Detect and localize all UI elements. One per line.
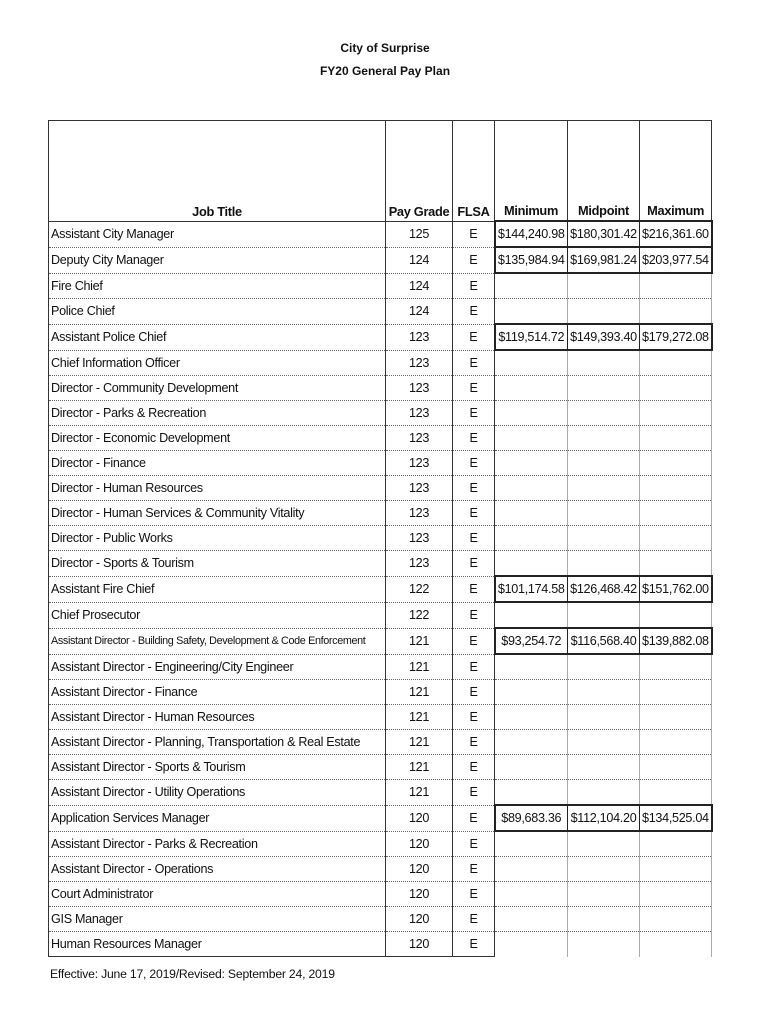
job-title-cell: Director - Community Development bbox=[49, 376, 386, 401]
job-title-cell: Assistant City Manager bbox=[49, 221, 386, 247]
pay-grade-cell: 123 bbox=[386, 350, 453, 376]
job-title-cell: Assistant Director - Operations bbox=[49, 857, 386, 882]
midpoint-cell bbox=[568, 680, 640, 705]
maximum-cell bbox=[640, 451, 712, 476]
minimum-cell bbox=[495, 602, 568, 628]
midpoint-cell bbox=[568, 526, 640, 551]
pay-grade-cell: 121 bbox=[386, 780, 453, 806]
midpoint-cell: $126,468.42 bbox=[568, 576, 640, 602]
table-body bbox=[49, 221, 712, 957]
maximum-cell: $179,272.08 bbox=[640, 324, 712, 350]
pay-grade-cell: 124 bbox=[386, 273, 453, 299]
midpoint-cell bbox=[568, 705, 640, 730]
job-title-cell: Human Resources Manager bbox=[49, 932, 386, 957]
header-midpoint: Midpoint bbox=[568, 121, 640, 222]
header-job-title: Job Title bbox=[49, 121, 386, 222]
job-title-cell: Deputy City Manager bbox=[49, 247, 386, 273]
pay-grade-cell: 123 bbox=[386, 476, 453, 501]
minimum-cell bbox=[495, 526, 568, 551]
midpoint-cell bbox=[568, 551, 640, 577]
table-row bbox=[49, 576, 712, 602]
minimum-cell bbox=[495, 476, 568, 501]
pay-grade-cell: 121 bbox=[386, 628, 453, 654]
maximum-cell: $151,762.00 bbox=[640, 576, 712, 602]
flsa-cell: E bbox=[453, 831, 495, 857]
maximum-cell bbox=[640, 401, 712, 426]
flsa-cell: E bbox=[453, 273, 495, 299]
job-title-cell: GIS Manager bbox=[49, 907, 386, 932]
minimum-cell bbox=[495, 857, 568, 882]
midpoint-cell bbox=[568, 730, 640, 755]
pay-grade-cell: 120 bbox=[386, 882, 453, 907]
minimum-cell: $119,514.72 bbox=[495, 324, 568, 350]
flsa-cell: E bbox=[453, 857, 495, 882]
pay-grade-cell: 122 bbox=[386, 602, 453, 628]
minimum-cell bbox=[495, 882, 568, 907]
table-row bbox=[49, 551, 712, 577]
midpoint-cell bbox=[568, 451, 640, 476]
minimum-cell bbox=[495, 376, 568, 401]
midpoint-cell bbox=[568, 299, 640, 325]
job-title-cell: Director - Economic Development bbox=[49, 426, 386, 451]
minimum-cell bbox=[495, 680, 568, 705]
minimum-cell bbox=[495, 755, 568, 780]
job-title-cell: Assistant Director - Parks & Recreation bbox=[49, 831, 386, 857]
job-title-cell: Director - Human Services & Community Vitality bbox=[49, 501, 386, 526]
table-row bbox=[49, 882, 712, 907]
flsa-cell: E bbox=[453, 730, 495, 755]
minimum-cell bbox=[495, 401, 568, 426]
job-title-cell: Police Chief bbox=[49, 299, 386, 325]
maximum-cell bbox=[640, 730, 712, 755]
table-row bbox=[49, 501, 712, 526]
table-row bbox=[49, 376, 712, 401]
table-row bbox=[49, 907, 712, 932]
midpoint-cell bbox=[568, 602, 640, 628]
table-row bbox=[49, 932, 712, 957]
maximum-cell bbox=[640, 907, 712, 932]
minimum-cell bbox=[495, 426, 568, 451]
flsa-cell: E bbox=[453, 755, 495, 780]
table-header-row bbox=[49, 121, 712, 222]
flsa-cell: E bbox=[453, 576, 495, 602]
effective-date-footer: Effective: June 17, 2019/Revised: September 24, 2019 bbox=[50, 967, 335, 981]
table-row bbox=[49, 730, 712, 755]
table-row bbox=[49, 654, 712, 680]
midpoint-cell bbox=[568, 501, 640, 526]
pay-grade-cell: 120 bbox=[386, 932, 453, 957]
job-title-cell: Director - Human Resources bbox=[49, 476, 386, 501]
minimum-cell bbox=[495, 831, 568, 857]
flsa-cell: E bbox=[453, 805, 495, 831]
maximum-cell bbox=[640, 602, 712, 628]
header-maximum: Maximum bbox=[640, 121, 712, 222]
minimum-cell bbox=[495, 705, 568, 730]
minimum-cell bbox=[495, 299, 568, 325]
job-title-cell: Director - Finance bbox=[49, 451, 386, 476]
maximum-cell bbox=[640, 680, 712, 705]
maximum-cell bbox=[640, 526, 712, 551]
job-title-cell: Assistant Director - Finance bbox=[49, 680, 386, 705]
flsa-cell: E bbox=[453, 705, 495, 730]
job-title-cell: Assistant Director - Sports & Tourism bbox=[49, 755, 386, 780]
table-row bbox=[49, 247, 712, 273]
pay-grade-cell: 123 bbox=[386, 451, 453, 476]
table-row bbox=[49, 299, 712, 325]
table-row bbox=[49, 324, 712, 350]
midpoint-cell bbox=[568, 273, 640, 299]
midpoint-cell bbox=[568, 755, 640, 780]
pay-grade-cell: 120 bbox=[386, 831, 453, 857]
pay-grade-cell: 120 bbox=[386, 805, 453, 831]
minimum-cell bbox=[495, 907, 568, 932]
flsa-cell: E bbox=[453, 501, 495, 526]
pay-grade-cell: 120 bbox=[386, 857, 453, 882]
pay-grade-cell: 123 bbox=[386, 551, 453, 577]
maximum-cell bbox=[640, 932, 712, 957]
pay-grade-cell: 121 bbox=[386, 654, 453, 680]
maximum-cell bbox=[640, 755, 712, 780]
midpoint-cell bbox=[568, 376, 640, 401]
midpoint-cell: $112,104.20 bbox=[568, 805, 640, 831]
flsa-cell: E bbox=[453, 376, 495, 401]
minimum-cell bbox=[495, 551, 568, 577]
table-row bbox=[49, 451, 712, 476]
flsa-cell: E bbox=[453, 932, 495, 957]
midpoint-cell bbox=[568, 780, 640, 806]
header-flsa: FLSA bbox=[453, 121, 495, 222]
job-title-cell: Fire Chief bbox=[49, 273, 386, 299]
maximum-cell: $139,882.08 bbox=[640, 628, 712, 654]
maximum-cell bbox=[640, 654, 712, 680]
maximum-cell bbox=[640, 476, 712, 501]
flsa-cell: E bbox=[453, 324, 495, 350]
flsa-cell: E bbox=[453, 654, 495, 680]
job-title-cell: Assistant Fire Chief bbox=[49, 576, 386, 602]
flsa-cell: E bbox=[453, 680, 495, 705]
table-row bbox=[49, 602, 712, 628]
pay-grade-cell: 124 bbox=[386, 299, 453, 325]
minimum-cell bbox=[495, 273, 568, 299]
midpoint-cell bbox=[568, 831, 640, 857]
minimum-cell bbox=[495, 654, 568, 680]
job-title-cell: Assistant Director - Planning, Transportation & Real Estate bbox=[49, 730, 386, 755]
job-title-cell: Director - Sports & Tourism bbox=[49, 551, 386, 577]
minimum-cell: $135,984.94 bbox=[495, 247, 568, 273]
pay-grade-cell: 123 bbox=[386, 526, 453, 551]
maximum-cell: $134,525.04 bbox=[640, 805, 712, 831]
pay-grade-cell: 123 bbox=[386, 501, 453, 526]
flsa-cell: E bbox=[453, 247, 495, 273]
minimum-cell bbox=[495, 350, 568, 376]
minimum-cell bbox=[495, 501, 568, 526]
job-title-cell: Court Administrator bbox=[49, 882, 386, 907]
flsa-cell: E bbox=[453, 780, 495, 806]
maximum-cell bbox=[640, 551, 712, 577]
maximum-cell: $203,977.54 bbox=[640, 247, 712, 273]
flsa-cell: E bbox=[453, 476, 495, 501]
midpoint-cell bbox=[568, 932, 640, 957]
table-row bbox=[49, 273, 712, 299]
midpoint-cell: $169,981.24 bbox=[568, 247, 640, 273]
pay-plan-table bbox=[48, 120, 713, 957]
table-row bbox=[49, 831, 712, 857]
flsa-cell: E bbox=[453, 628, 495, 654]
flsa-cell: E bbox=[453, 221, 495, 247]
midpoint-cell bbox=[568, 882, 640, 907]
maximum-cell bbox=[640, 350, 712, 376]
pay-grade-cell: 120 bbox=[386, 907, 453, 932]
table-row bbox=[49, 221, 712, 247]
job-title-cell: Assistant Director - Engineering/City Engineer bbox=[49, 654, 386, 680]
midpoint-cell: $180,301.42 bbox=[568, 221, 640, 247]
midpoint-cell bbox=[568, 426, 640, 451]
job-title-cell: Director - Parks & Recreation bbox=[49, 401, 386, 426]
table-row bbox=[49, 526, 712, 551]
job-title-cell: Assistant Director - Utility Operations bbox=[49, 780, 386, 806]
document-title: City of Surprise bbox=[340, 41, 430, 55]
maximum-cell bbox=[640, 376, 712, 401]
midpoint-cell bbox=[568, 350, 640, 376]
maximum-cell: $216,361.60 bbox=[640, 221, 712, 247]
minimum-cell bbox=[495, 932, 568, 957]
maximum-cell bbox=[640, 501, 712, 526]
pay-grade-cell: 121 bbox=[386, 705, 453, 730]
flsa-cell: E bbox=[453, 602, 495, 628]
midpoint-cell: $116,568.40 bbox=[568, 628, 640, 654]
maximum-cell bbox=[640, 857, 712, 882]
table-row bbox=[49, 755, 712, 780]
minimum-cell: $89,683.36 bbox=[495, 805, 568, 831]
minimum-cell bbox=[495, 730, 568, 755]
minimum-cell: $144,240.98 bbox=[495, 221, 568, 247]
table-row bbox=[49, 476, 712, 501]
maximum-cell bbox=[640, 882, 712, 907]
minimum-cell bbox=[495, 451, 568, 476]
table-row bbox=[49, 628, 712, 654]
flsa-cell: E bbox=[453, 526, 495, 551]
pay-grade-cell: 121 bbox=[386, 680, 453, 705]
maximum-cell bbox=[640, 705, 712, 730]
job-title-cell: Chief Information Officer bbox=[49, 350, 386, 376]
document-subtitle: FY20 General Pay Plan bbox=[319, 64, 451, 78]
table-row bbox=[49, 857, 712, 882]
minimum-cell: $101,174.58 bbox=[495, 576, 568, 602]
midpoint-cell bbox=[568, 907, 640, 932]
midpoint-cell bbox=[568, 401, 640, 426]
flsa-cell: E bbox=[453, 426, 495, 451]
flsa-cell: E bbox=[453, 882, 495, 907]
flsa-cell: E bbox=[453, 551, 495, 577]
table-row bbox=[49, 426, 712, 451]
maximum-cell bbox=[640, 273, 712, 299]
job-title-cell: Chief Prosecutor bbox=[49, 602, 386, 628]
table-row bbox=[49, 705, 712, 730]
maximum-cell bbox=[640, 831, 712, 857]
flsa-cell: E bbox=[453, 401, 495, 426]
flsa-cell: E bbox=[453, 299, 495, 325]
midpoint-cell bbox=[568, 476, 640, 501]
table-row bbox=[49, 805, 712, 831]
header-pay-grade: Pay Grade bbox=[386, 121, 453, 222]
pay-grade-cell: 123 bbox=[386, 376, 453, 401]
job-title-cell: Director - Public Works bbox=[49, 526, 386, 551]
pay-grade-cell: 124 bbox=[386, 247, 453, 273]
pay-grade-cell: 123 bbox=[386, 401, 453, 426]
midpoint-cell: $149,393.40 bbox=[568, 324, 640, 350]
pay-grade-cell: 121 bbox=[386, 730, 453, 755]
table-row bbox=[49, 350, 712, 376]
pay-grade-cell: 123 bbox=[386, 324, 453, 350]
minimum-cell: $93,254.72 bbox=[495, 628, 568, 654]
maximum-cell bbox=[640, 426, 712, 451]
job-title-cell: Assistant Director - Human Resources bbox=[49, 705, 386, 730]
midpoint-cell bbox=[568, 654, 640, 680]
flsa-cell: E bbox=[453, 350, 495, 376]
maximum-cell bbox=[640, 299, 712, 325]
flsa-cell: E bbox=[453, 907, 495, 932]
pay-grade-cell: 123 bbox=[386, 426, 453, 451]
header-minimum: Minimum bbox=[495, 121, 568, 222]
table-row bbox=[49, 780, 712, 806]
midpoint-cell bbox=[568, 857, 640, 882]
job-title-cell: Assistant Director - Building Safety, Development & Code Enforcement bbox=[49, 628, 386, 654]
job-title-cell: Assistant Police Chief bbox=[49, 324, 386, 350]
pay-grade-cell: 121 bbox=[386, 755, 453, 780]
flsa-cell: E bbox=[453, 451, 495, 476]
table-row bbox=[49, 401, 712, 426]
minimum-cell bbox=[495, 780, 568, 806]
job-title-cell: Application Services Manager bbox=[49, 805, 386, 831]
table-row bbox=[49, 680, 712, 705]
pay-grade-cell: 122 bbox=[386, 576, 453, 602]
maximum-cell bbox=[640, 780, 712, 806]
pay-grade-cell: 125 bbox=[386, 221, 453, 247]
